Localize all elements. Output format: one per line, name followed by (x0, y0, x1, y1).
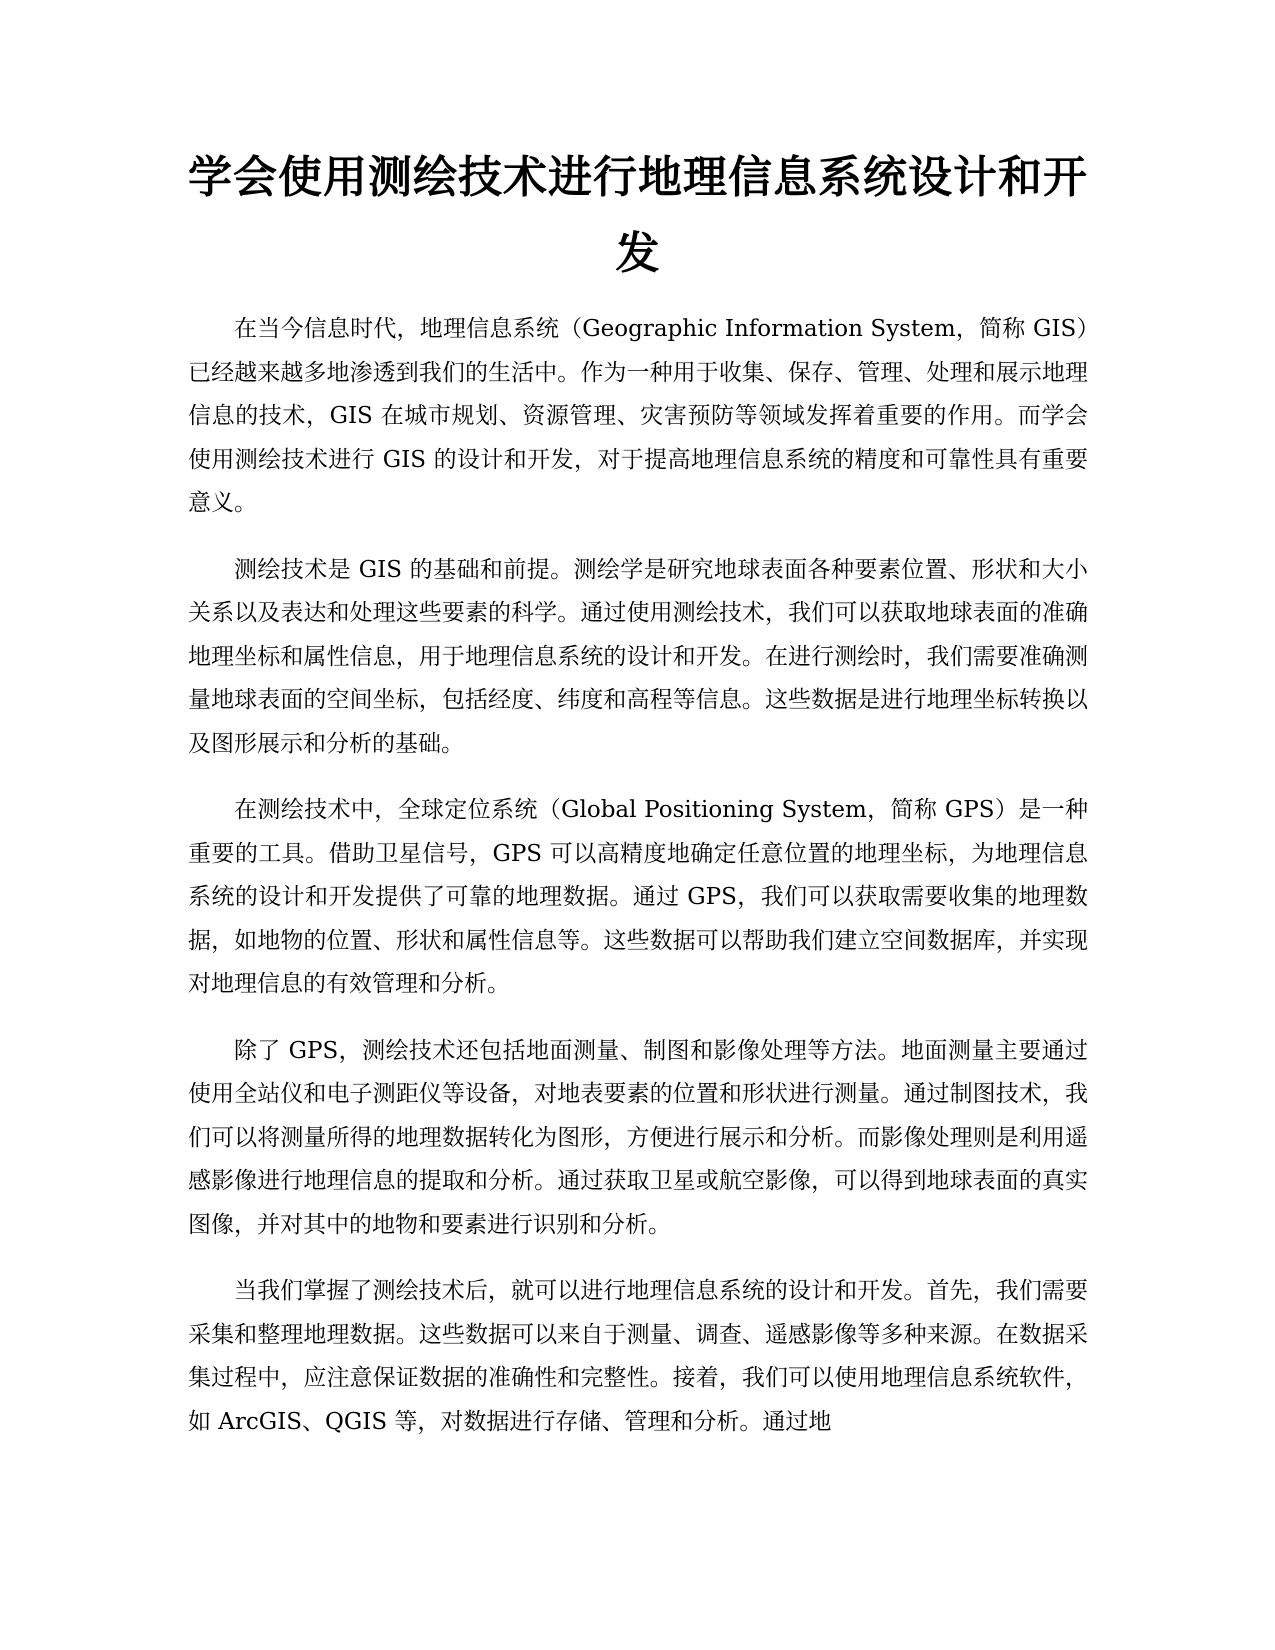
paragraph-2: 测绘技术是 GIS 的基础和前提。测绘学是研究地球表面各种要素位置、形状和大小关系以及表达和处理这些要素的科学。通过使用测绘技术，我们可以获取地球表面的准确地理坐标和属性信息，用于地理信息系统的设计和开发。在进行测绘时，我们需要准确测量地球表面的空间坐标，包括经度、纬度和高程等信息。这些数据是进行地理坐标转换以及图形展示和分析的基础。 (188, 556, 1088, 757)
document-body (188, 140, 1088, 1467)
paragraph-3: 在测绘技术中，全球定位系统（Global Positioning System，简称 GPS）是一种重要的工具。借助卫星信号，GPS 可以高精度地确定任意位置的地理坐标，为地理信息系统的设计和开发提供了可靠的地理数据。通过 GPS，我们可以获取需要收集的地理数据，如地物的位置、形状和属性信息等。这些数据可以帮助我们建立空间数据库，并实现对地理信息的有效管理和分析。 (188, 797, 1088, 997)
paragraph-1: 在当今信息时代，地理信息系统（Geographic Information System，简称 GIS）已经越来越多地渗透到我们的生活中。作为一种用于收集、保存、管理、处理和展示地理信息的技术，GIS 在城市规划、资源管理、灾害预防等领域发挥着重要的作用。而学会使用测绘技术进行 GIS 的设计和开发，对于提高地理信息系统的精度和可靠性具有重要意义。 (188, 316, 1088, 516)
paragraph-5: 当我们掌握了测绘技术后，就可以进行地理信息系统的设计和开发。首先，我们需要采集和整理地理数据。这些数据可以来自于测量、调查、遥感影像等多种来源。在数据采集过程中，应注意保证数据的准确性和完整性。接着，我们可以使用地理信息系统软件，如 ArcGIS、QGIS 等，对数据进行存储、管理和分析。通过地 (188, 1278, 1088, 1435)
document-title: 学会使用测绘技术进行地理信息系统设计和开发 (188, 152, 1088, 279)
paragraph-4: 除了 GPS，测绘技术还包括地面测量、制图和影像处理等方法。地面测量主要通过使用全站仪和电子测距仪等设备，对地表要素的位置和形状进行测量。通过制图技术，我们可以将测量所得的地理数据转化为图形，方便进行展示和分析。而影像处理则是利用遥感影像进行地理信息的提取和分析。通过获取卫星或航空影像，可以得到地球表面的真实图像，并对其中的地物和要素进行识别和分析。 (188, 1037, 1088, 1238)
